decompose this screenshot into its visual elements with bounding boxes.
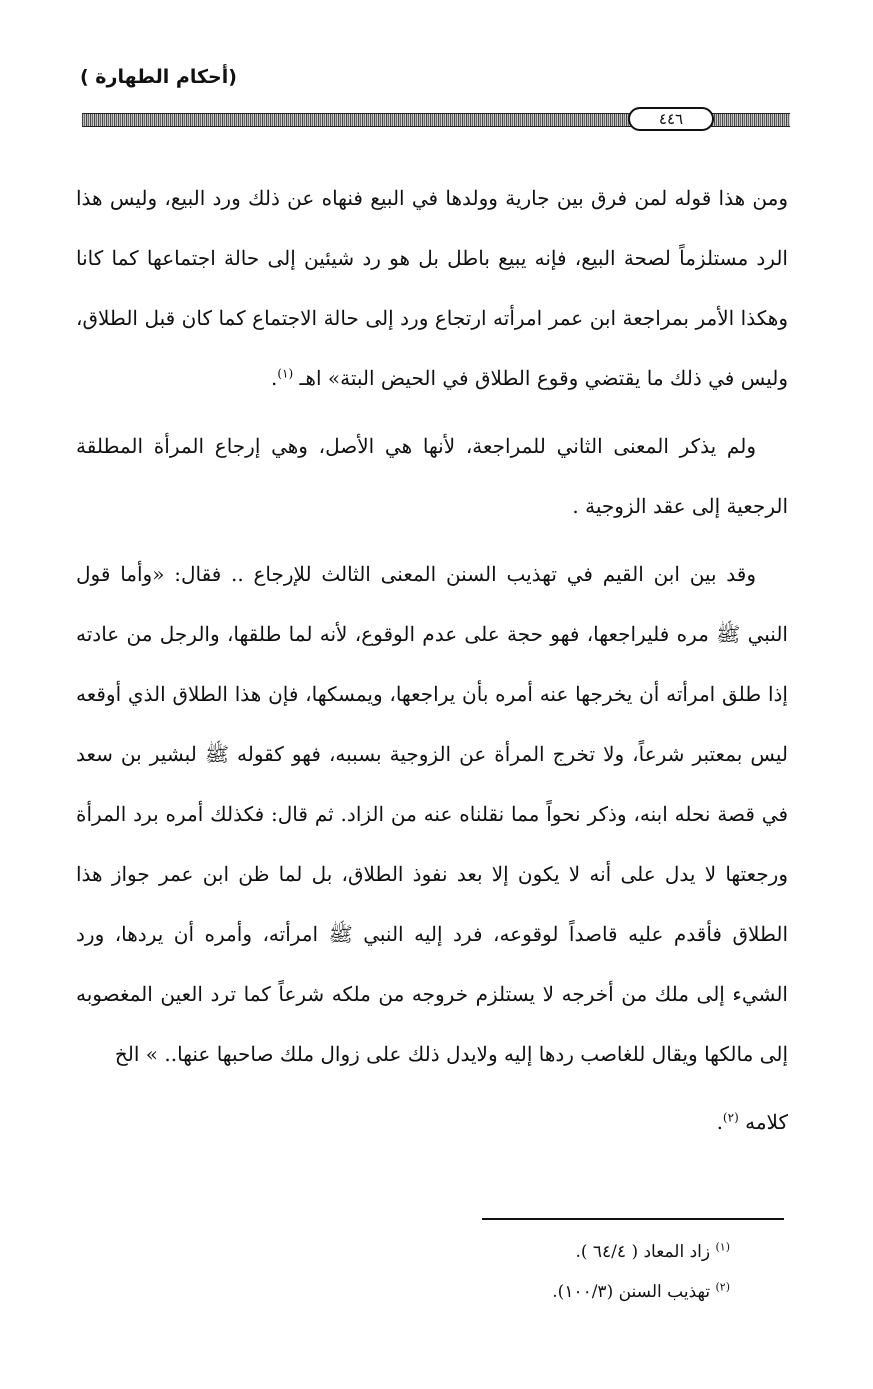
footnote <box>420 1272 730 1312</box>
page-number-badge: ٤٤٦ <box>628 107 714 131</box>
paragraph-end: . <box>271 366 278 390</box>
footnote-separator <box>482 1218 784 1220</box>
paragraph-text: وقد بين ابن القيم في تهذيب السنن المعنى الثالث للإرجاع .. فقال: «وأما قول النبي ﷺ مره فليراجعها، فهو حجة على عدم الوقوع، لأنه لما طلقها، والرجل من عادته إذا طلق امرأته أن يخرجها عنه أمره بأن يراجعها، ويمسكها، فإن هذا الطلاق الذي أوقعه ليس بمعتبر شرعاً، ولا تخرج المرأة عن الزوجية بسببه، فهو كقوله ﷺ لبشير بن سعد في قصة نحله ابنه، وذكر نحواً مما نقلناه عنه من الزاد. ثم قال: فكذلك أمره برد المرأة ورجعتها لا يدل على أنه لا يكون إلا بعد نفوذ الطلاق، بل لما ظن ابن عمر جواز هذا الطلاق فأقدم عليه قاصداً لوقوعه، فرد إليه النبي ﷺ امرأته، وأمره أن يردها، ورد الشيء إلى ملك من أخرجه لا يستلزم خروجه من ملكه شرعاً كما ترد العين المغصوبه إلى مالكها ويقال للغاصب ردها إليه ولايدل ذلك على زوال ملك صاحبها عنها.. » الخ <box>76 562 788 1066</box>
paragraph <box>76 416 788 536</box>
paragraph <box>76 544 788 1084</box>
paragraph <box>76 1092 788 1152</box>
paragraph <box>76 168 788 408</box>
footnote-number: (٢) <box>715 1280 730 1294</box>
footnotes <box>420 1232 730 1312</box>
paragraph-text: ولم يذكر المعنى الثاني للمراجعة، لأنها هي الأصل، وهي إرجاع المرأة المطلقة الرجعية إلى عقد الزوجية . <box>76 434 788 518</box>
paragraph-text: ومن هذا قوله لمن فرق بين جارية وولدها في البيع فنهاه عن ذلك ورد البيع، وليس هذا الرد مستلزماً لصحة البيع، فإنه يبيع باطل بل هو رد شيئين إلى حالة اجتماعها كما كانا وهكذا الأمر بمراجعة ابن عمر امرأته ارتجاع ورد إلى حالة الاجتماع كما كان قبل الطلاق، وليس في ذلك ما يقتضي وقوع الطلاق في الحيض البتة» اهـ <box>76 186 788 390</box>
footnote <box>420 1232 730 1272</box>
footnote-reference: (١) <box>277 366 294 381</box>
footnote-number: (١) <box>715 1240 730 1254</box>
body-text <box>76 168 788 1152</box>
footnote-text: زاد المعاد ( ٦٤/٤ ). <box>575 1242 711 1262</box>
footnote-text: تهذيب السنن (١٠٠/٣). <box>552 1282 711 1302</box>
footnote-reference: (٢) <box>722 1110 739 1125</box>
paragraph-end: . <box>716 1110 723 1134</box>
paragraph-text: كلامه <box>745 1110 788 1134</box>
running-header-title: (أحكام الطهارة ) <box>80 66 237 88</box>
